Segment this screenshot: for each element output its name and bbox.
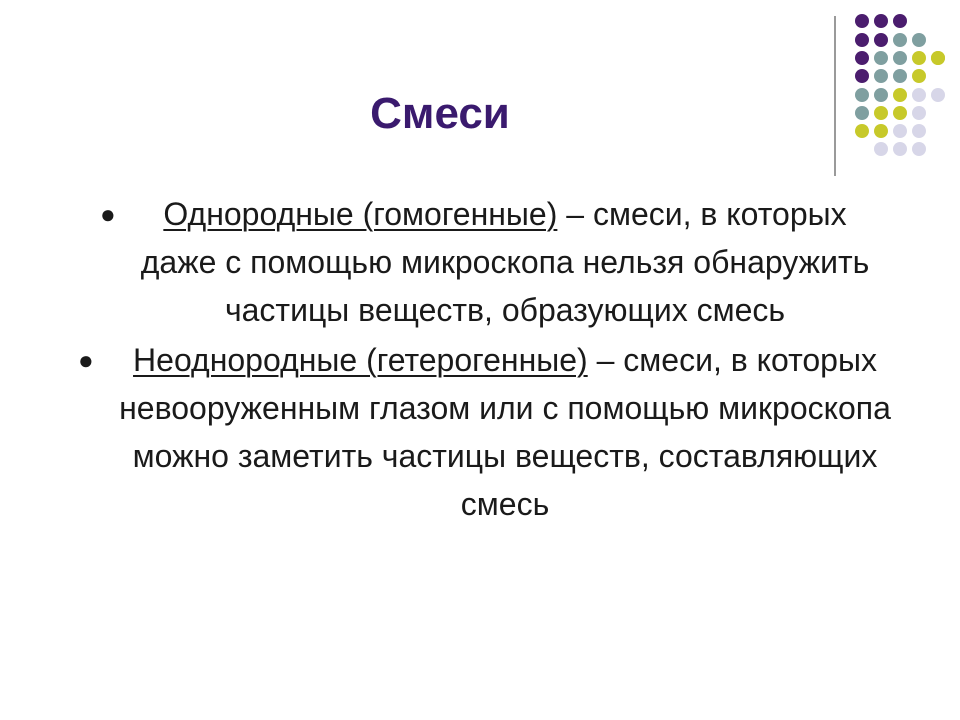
decor-dot-lavender xyxy=(874,142,888,156)
decor-dot-lime xyxy=(912,69,926,83)
decor-dot-lime xyxy=(931,51,945,65)
decor-dot-lavender xyxy=(931,88,945,102)
decor-dot-lime xyxy=(893,106,907,120)
decor-dot-teal xyxy=(893,51,907,65)
decor-dot-teal xyxy=(855,106,869,120)
decor-dot-lavender xyxy=(912,106,926,120)
decor-dot-teal xyxy=(912,33,926,47)
definition-heterogeneous: – смеси, в которых невооруженным глазом или с помощью микроскопа можно заметить частицы веществ, составляющих смесь xyxy=(119,342,891,522)
decor-dot-teal xyxy=(893,33,907,47)
decor-dot-teal xyxy=(874,88,888,102)
decor-dot-lavender xyxy=(893,124,907,138)
term-homogeneous: Однородные (гомогенные) xyxy=(163,196,558,232)
decor-dot-teal xyxy=(874,51,888,65)
bullet-list xyxy=(78,190,910,528)
bullet-marker: ● xyxy=(78,345,94,375)
decor-dot-purple xyxy=(855,51,869,65)
decor-dot-purple xyxy=(855,14,869,28)
decor-dot-teal xyxy=(893,69,907,83)
decor-dot-lavender xyxy=(912,124,926,138)
term-heterogeneous: Неоднородные (гетерогенные) xyxy=(133,342,588,378)
decor-dot-lime xyxy=(893,88,907,102)
decor-dot-purple xyxy=(855,69,869,83)
decor-dot-teal xyxy=(874,69,888,83)
bullet-item-homogeneous xyxy=(90,190,910,334)
bullet-marker: ● xyxy=(100,199,116,229)
decor-dot-purple xyxy=(855,33,869,47)
decor-dot-lime xyxy=(855,124,869,138)
vertical-divider xyxy=(834,16,836,176)
bullet-item-heterogeneous xyxy=(78,336,910,528)
decor-dot-lime xyxy=(931,51,945,65)
definition-homogeneous: – смеси, в которых даже с помощью микроскопа нельзя обнаружить частицы веществ, образующих смесь xyxy=(140,196,870,328)
decor-dot-purple xyxy=(874,33,888,47)
decor-dot-lime xyxy=(874,106,888,120)
decor-dot-lavender xyxy=(912,88,926,102)
decor-dot-purple xyxy=(874,14,888,28)
decor-dot-lime xyxy=(874,124,888,138)
decor-dot-lime xyxy=(912,51,926,65)
decor-dot-lavender xyxy=(912,142,926,156)
decor-dot-purple xyxy=(893,14,907,28)
decor-dot-lavender xyxy=(893,142,907,156)
decor-dot-teal xyxy=(855,88,869,102)
slide-title: Смеси xyxy=(370,89,510,138)
